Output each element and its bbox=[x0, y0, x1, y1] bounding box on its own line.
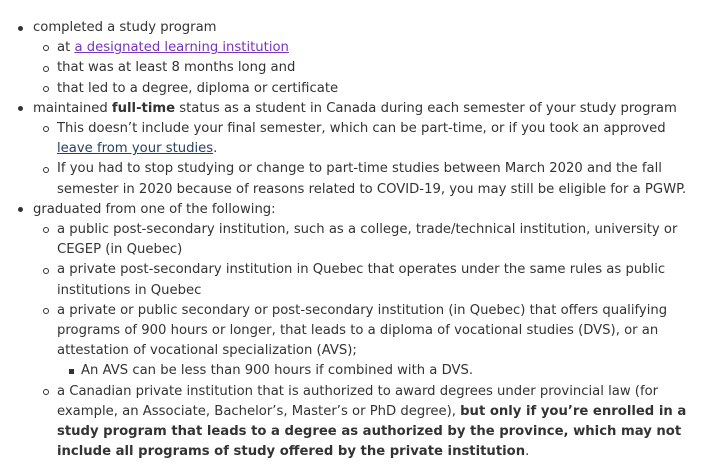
list-item-text: completed a study program bbox=[33, 20, 217, 35]
sub-item-final-semester bbox=[33, 119, 695, 159]
bullet-circle-icon bbox=[43, 58, 49, 78]
sub-list bbox=[33, 119, 695, 200]
bullet-circle-icon bbox=[43, 382, 49, 402]
bullet-circle-icon bbox=[43, 159, 49, 179]
bullet-circle-icon bbox=[43, 38, 49, 58]
sub-item-prefix: This doesn’t include your final semester, which can be part-time, or if you took an approved bbox=[57, 121, 666, 137]
sub-list bbox=[33, 38, 695, 99]
bullet-circle-icon bbox=[43, 260, 49, 280]
sub-item-text: If you had to stop studying or change to part-time studies between March 2020 and the fall semester in 2020 because of reasons related to COVID-19, you may still be eligible for a PGWP. bbox=[57, 161, 687, 197]
sub-item-dli bbox=[33, 38, 695, 58]
sub-item-prefix: at bbox=[57, 40, 75, 56]
enrollment-condition-emphasis: but only if you’re enrolled in a study program that leads to a degree as authorized by the province, which may not include all programs of study offered by the private institution bbox=[57, 403, 687, 460]
list-item-graduated bbox=[0, 200, 723, 463]
bullet-circle-icon bbox=[43, 301, 49, 321]
sub-item-degree bbox=[33, 79, 695, 99]
list-item-full-time-status bbox=[0, 99, 723, 200]
bullet-square-icon bbox=[69, 361, 74, 381]
bullet-disc-icon bbox=[18, 99, 23, 119]
sub-item-public-institution bbox=[33, 220, 695, 260]
sub-item-covid bbox=[33, 159, 695, 199]
sub-item-text: a private or public secondary or post-secondary institution (in Quebec) that offers qualifying programs of 900 hours or longer, that leads to a diploma of vocational studies (DVS), or an attestation of vocational specialization (AVS); bbox=[57, 302, 668, 359]
sub-sub-list bbox=[57, 361, 695, 381]
bullet-disc-icon bbox=[18, 200, 23, 220]
list-item-suffix: status as a student in Canada during each semester of your study program bbox=[175, 100, 677, 116]
sub-sub-item-text: An AVS can be less than 900 hours if combined with a DVS. bbox=[81, 363, 474, 379]
sub-item-prefix: a Canadian private institution that is authorized to award degrees under provincial law (for example, an Associate, Bachelor’s, Master’s or PhD degree), bbox=[57, 383, 659, 419]
bullet-circle-icon bbox=[43, 220, 49, 240]
sub-item-suffix: . bbox=[525, 444, 530, 460]
sub-item-8-months bbox=[33, 58, 695, 78]
list-item-text: graduated from one of the following: bbox=[33, 201, 276, 217]
sub-item-suffix: . bbox=[213, 141, 218, 157]
leave-from-studies-link[interactable]: leave from your studies bbox=[57, 141, 214, 157]
bullet-disc-icon bbox=[18, 18, 23, 38]
sub-item-text: that was at least 8 months long and bbox=[57, 60, 296, 76]
bullet-circle-icon bbox=[43, 119, 49, 139]
list-item-prefix: maintained bbox=[33, 100, 112, 116]
sub-item-text: a public post-secondary institution, such as a college, trade/technical institution, university or CEGEP (in Quebec) bbox=[57, 222, 678, 258]
sub-item-canadian-private bbox=[33, 382, 695, 463]
sub-item-text: a private post-secondary institution in Quebec that operates under the same rules as public institutions in Quebec bbox=[57, 262, 666, 298]
bullet-circle-icon bbox=[43, 79, 49, 99]
sub-item-text: that led to a degree, diploma or certificate bbox=[57, 80, 339, 96]
sub-list bbox=[33, 220, 695, 462]
sub-item-private-quebec bbox=[33, 260, 695, 300]
sub-item-vocational bbox=[33, 301, 695, 382]
eligibility-list bbox=[0, 18, 723, 462]
list-item-completed-study bbox=[0, 18, 723, 99]
full-time-emphasis: full-time bbox=[111, 100, 176, 116]
designated-learning-institution-link[interactable]: a designated learning institution bbox=[74, 40, 289, 56]
sub-sub-item-avs bbox=[57, 361, 695, 381]
